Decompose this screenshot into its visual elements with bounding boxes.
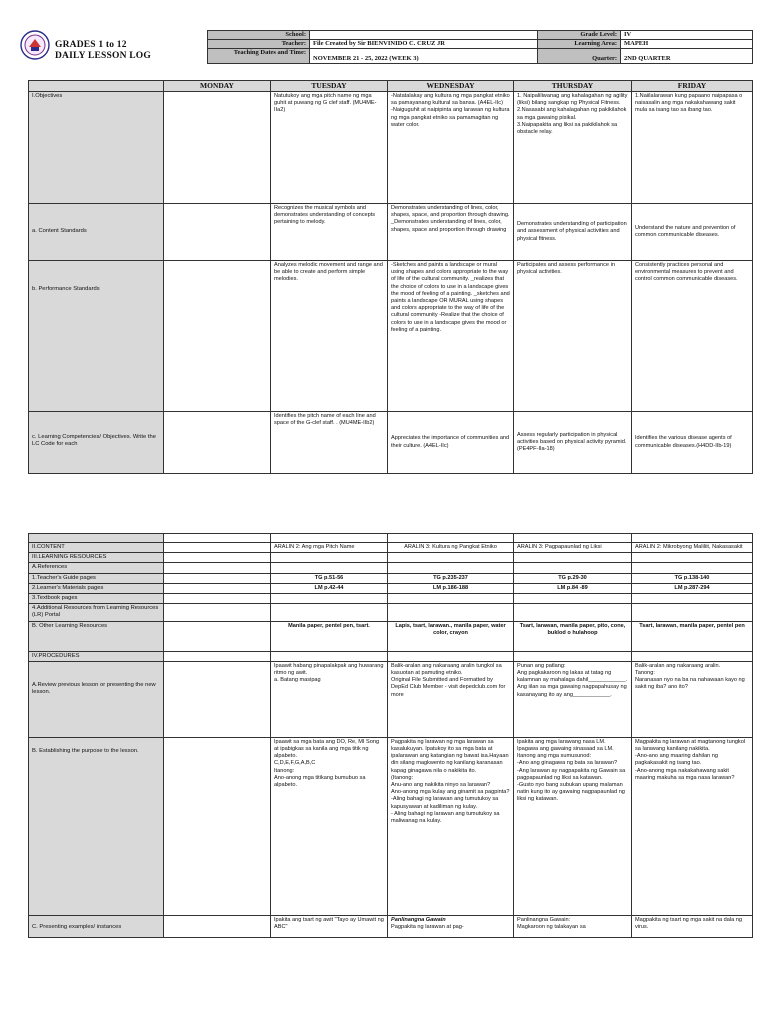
quarter-label: Quarter: xyxy=(538,49,621,64)
content-wednesday: ARALIN 3: Kultura ng Pangkat Etniko xyxy=(388,543,514,553)
document-title xyxy=(55,40,151,62)
review-monday xyxy=(164,661,271,737)
procedures-label: IV.PROCEDURES xyxy=(29,651,164,661)
purpose-friday: Magpakita ng larawan at magtanong tungkol sa larawang kanilang nakikita. -Ano-ano ang maaring dahilan ng pagkakasakit ng isang tao. -Ano-anong mga nakakahawang sakit maaring makuha sa mga nasa larawan? xyxy=(632,737,753,915)
learning-area-value: MAPEH xyxy=(621,40,753,49)
content-standards-friday: Understand the nature and prevention of common communicable diseases. xyxy=(632,204,753,261)
review-wednesday: Balik-aralan ang nakaraang aralin tungkol sa kasuotan at pamuting etniko. Original File Submitted and Formatted by DepEd Club Member - visit depedclub.com for more xyxy=(388,661,514,737)
table-row xyxy=(29,553,753,563)
lm-tuesday: LM p.42-44 xyxy=(271,583,388,593)
tg-monday xyxy=(164,573,271,583)
competencies-label: c. Learning Competencies/ Objectives. Write the LC Code for each xyxy=(29,412,164,474)
table-row xyxy=(29,594,753,604)
table-row xyxy=(29,583,753,593)
objectives-thursday: 1. Naipaliliwanag ang kahalagahan ng agility (liksi) bilang sangkap ng Physical Fitness. 2.Nasasabi ang kahalagahan ng pakikilahok sa mga gawaing pisikal. 3.Naipapakita ang liksi sa pakikilahok sa obstacle relay. xyxy=(514,92,632,204)
table-row xyxy=(29,412,753,474)
examples-wednesday-title: Panlinangna Gawain xyxy=(391,916,446,923)
table-row xyxy=(29,737,753,915)
grade-level-value: IV xyxy=(621,31,753,40)
quarter-value: 2ND QUARTER xyxy=(621,49,753,64)
lm-wednesday: LM p.186-188 xyxy=(388,583,514,593)
other-thursday: Tsart, larawan, manila paper, pito, cone, buklod o hulahoop xyxy=(514,621,632,651)
competencies-friday: Identifies the various disease agents of communicable diseases.(H4DD-IIb-19) xyxy=(632,412,753,474)
day-header-tuesday: TUESDAY xyxy=(271,81,388,92)
lm-friday: LM p.287-294 xyxy=(632,583,753,593)
examples-monday xyxy=(164,915,271,937)
content-friday: ARALIN 2: Mikrobyong Maliliit, Nakasasakit xyxy=(632,543,753,553)
purpose-thursday: Ipakita ang mga larawang nasa LM. Ipagawa ang gawaing sinasaad sa LM. Itanong ang mga sumusunod: -Ano ang ginagawa ng bata sa larawan? -Ang larawan ay nagpapakita ng Gawain sa pagpapaunlad ng liksi sa katawan. -Gusto nyo bang subukan upang malaman natin kung ito ay gawaing nagpapaunlad ng liksi ng katawan. xyxy=(514,737,632,915)
title-line-2: DAILY LESSON LOG xyxy=(55,51,151,61)
table-row xyxy=(29,915,753,937)
purpose-monday xyxy=(164,737,271,915)
deped-seal-logo xyxy=(20,30,50,60)
table-row xyxy=(29,651,753,661)
content-label: II.CONTENT xyxy=(29,543,164,553)
examples-wednesday-text: Pagpakita ng larawan at pag- xyxy=(391,924,464,931)
performance-standards-tuesday: Analyzes melodic movement and range and be able to create and perform simple melodies. xyxy=(271,261,388,412)
learning-resources-label: III.LEARNING RESOURCES xyxy=(29,553,164,563)
competencies-thursday: Assess regularly participation in physical activities based on physical activity pyramid. (PE4PF-IIa-18) xyxy=(514,412,632,474)
review-lesson-label: A.Review previous lesson or presenting the new lesson. xyxy=(29,661,164,737)
objectives-tuesday: Natutukoy ang mga pitch name ng mga guhit at puwang ng G clef staff. (MU4ME-IIa2) xyxy=(271,92,388,204)
table-row xyxy=(29,261,753,412)
tg-friday: TG p.138-140 xyxy=(632,573,753,583)
tg-tuesday: TG p.51-56 xyxy=(271,573,388,583)
content-tuesday: ARALIN 2: Ang mga Pitch Name xyxy=(271,543,388,553)
purpose-tuesday: Ipaawit sa mga bata ang DO, Re, MI Song at ipabigkas sa kanila ang mga titik ng alpabeto. C,D,E,F,G,A,B,C Itanong: Ano-anong mga titikang bumubuo sa alpabeto. xyxy=(271,737,388,915)
other-resources-label: B. Other Learning Resources xyxy=(29,621,164,651)
day-header-wednesday: WEDNESDAY xyxy=(388,81,514,92)
table-row xyxy=(29,604,753,621)
learning-area-label: Learning Area: xyxy=(538,40,621,49)
teaching-dates-value: NOVEMBER 21 - 25, 2022 (WEEK 3) xyxy=(310,49,538,64)
content-procedures-table xyxy=(28,533,753,938)
other-monday xyxy=(164,621,271,651)
examples-friday: Magpakita ng tsart ng mga sakit na dala ng virus. xyxy=(632,915,753,937)
grade-level-label: Grade Level: xyxy=(538,31,621,40)
learners-materials-label: 2.Learner's Materials pages xyxy=(29,583,164,593)
teaching-dates-label: Teaching Dates and Time: xyxy=(208,49,310,64)
table-row xyxy=(29,92,753,204)
performance-standards-friday: Consistently practices personal and environmental measures to prevent and control common communicable diseases. xyxy=(632,261,753,412)
performance-standards-thursday: Participates and assess performance in physical activities. xyxy=(514,261,632,412)
table-row xyxy=(29,543,753,553)
content-standards-thursday: Demonstrates understanding of participation and assessment of physical activities and physical fitness. xyxy=(514,204,632,261)
examples-tuesday: Ipakita ang tsart ng awit "Tayo ay Umawit ng ABC" xyxy=(271,915,388,937)
other-wednesday: Lapis, tsart, larawan., manila paper, water color, crayon xyxy=(388,621,514,651)
content-standards-label: a. Content Standards xyxy=(29,204,164,261)
tg-wednesday: TG p.235-237 xyxy=(388,573,514,583)
purpose-wednesday: Pagpakita ng larawan ng mga larawan sa kasalukuyan. Ipatukoy ito sa mga bata at ipalarawan ang katangian ng bawat isa.Hayaan din silang magkwento ng kanilang karanasan kapag ginagawa nila o nakikita ito. (Itanong: Anu-ano ang nakikita ninyo sa larawan? Ano-anong mga kulay ang ginamit sa pagpinta? -Aling bahagi ng larawan ang tumutukoy sa kapusyawan at kadiliman ng kulay. - Aling bahagi ng larawan ang tumutukoy sa maliwanag na kulay. xyxy=(388,737,514,915)
table-row xyxy=(29,661,753,737)
establishing-purpose-label: B. Establishing the purpose to the lesson. xyxy=(29,737,164,915)
table-row xyxy=(29,621,753,651)
performance-standards-wednesday: -Sketches and paints a landscape or mural using shapes and colors appropriate to the way of life of the cultural community. _realizes that the choice of colors to use in a landscape gives the mood of feeling of a painting. _sketches and paints a landscape OR MURAL using shapes and colors appropriate to the way of life of the cultural community -Realize that the choice of colors to use in a landscape gives the mood or feeling of a painting. xyxy=(388,261,514,412)
objectives-label: I.Objectives xyxy=(29,92,164,204)
lm-thursday: LM p.84 -89 xyxy=(514,583,632,593)
table-row xyxy=(29,573,753,583)
objectives-wednesday: -Natatalakay ang kultura ng mga pangkat etniko sa pamayanang kultural sa bansa. (A4EL-IIc) -Naiguguhit at naipipinta ang larawan ng kultura ng mga pangkat etniko sa pamamagitan ng water color. xyxy=(388,92,514,204)
objectives-table xyxy=(28,80,753,474)
examples-wednesday xyxy=(388,915,514,937)
performance-standards-label: b. Performance Standards xyxy=(29,261,164,412)
objectives-monday xyxy=(164,92,271,204)
header-info-table xyxy=(207,30,753,64)
day-header-monday: MONDAY xyxy=(164,81,271,92)
performance-standards-monday xyxy=(164,261,271,412)
school-label: School: xyxy=(208,31,310,40)
lm-monday xyxy=(164,583,271,593)
content-thursday: ARALIN 3: Pagpapaunlad ng Liksi xyxy=(514,543,632,553)
school-value xyxy=(310,31,538,40)
other-friday: Tsart, larawan, manila paper, pentel pen xyxy=(632,621,753,651)
teacher-label: Teacher: xyxy=(208,40,310,49)
references-label: A.References xyxy=(29,563,164,573)
competencies-wednesday: Appreciates the importance of communities and their culture. (A4EL-IIc) xyxy=(388,412,514,474)
teacher-value: File Created by Sir BIENVINIDO C. CRUZ JR xyxy=(310,40,538,49)
content-standards-wednesday: Demonstrates understanding of lines, color, shapes, space, and proportion through drawing. _Demonstrates understanding of lines, color, shapes, space and proportion through drawing xyxy=(388,204,514,261)
objectives-friday: 1.Naiilalarawan kung papaano naipapasa o naisasalin ang mga nakakahawang sakit mula sa isang tao sa ibang tao. xyxy=(632,92,753,204)
examples-thursday: Panlinangna Gawain: Magkaroon ng talakayan sa xyxy=(514,915,632,937)
content-standards-monday xyxy=(164,204,271,261)
content-monday xyxy=(164,543,271,553)
content-standards-tuesday: Recognizes the musical symbols and demonstrates understanding of concepts pertaining to melody. xyxy=(271,204,388,261)
competencies-monday xyxy=(164,412,271,474)
day-header-friday: FRIDAY xyxy=(632,81,753,92)
review-friday: Balik-aralan ang nakaraang aralin. Tanong: Naranasan nyo na ba na nahawaan kayo ng sakit ng iba? ano ito? xyxy=(632,661,753,737)
day-header-thursday: THURSDAY xyxy=(514,81,632,92)
table-row xyxy=(29,534,753,543)
presenting-examples-label: C. Presenting examples/ instances xyxy=(29,915,164,937)
table-row xyxy=(29,204,753,261)
textbook-pages-label: 3.Textbook pages xyxy=(29,594,164,604)
day-header-blank xyxy=(29,81,164,92)
tg-thursday: TG p.29-30 xyxy=(514,573,632,583)
table-row xyxy=(29,563,753,573)
review-tuesday: Ipaawit habang pinapalakpak ang huwarang ritmo ng awit. a. Batang masipag xyxy=(271,661,388,737)
title-line-1: GRADES 1 to 12 xyxy=(55,40,127,50)
competencies-tuesday: Identifies the pitch name of each line and space of the G-clef staff. . (MU4ME-IIb2) xyxy=(271,412,388,474)
lr-portal-label: 4.Additional Resources from Learning Resources (LR) Portal xyxy=(29,604,164,621)
teachers-guide-label: 1.Teacher's Guide pages xyxy=(29,573,164,583)
other-tuesday: Manila paper, pentel pen, tsart. xyxy=(271,621,388,651)
review-thursday: Punan ang patlang: Ang pagkakaroon ng lakas at tatag ng kalamnan ay mahalaga dahil____________. Ang iilan sa mga gawaing nagpapahusay ng kasanayang ito ay ang____________. xyxy=(514,661,632,737)
